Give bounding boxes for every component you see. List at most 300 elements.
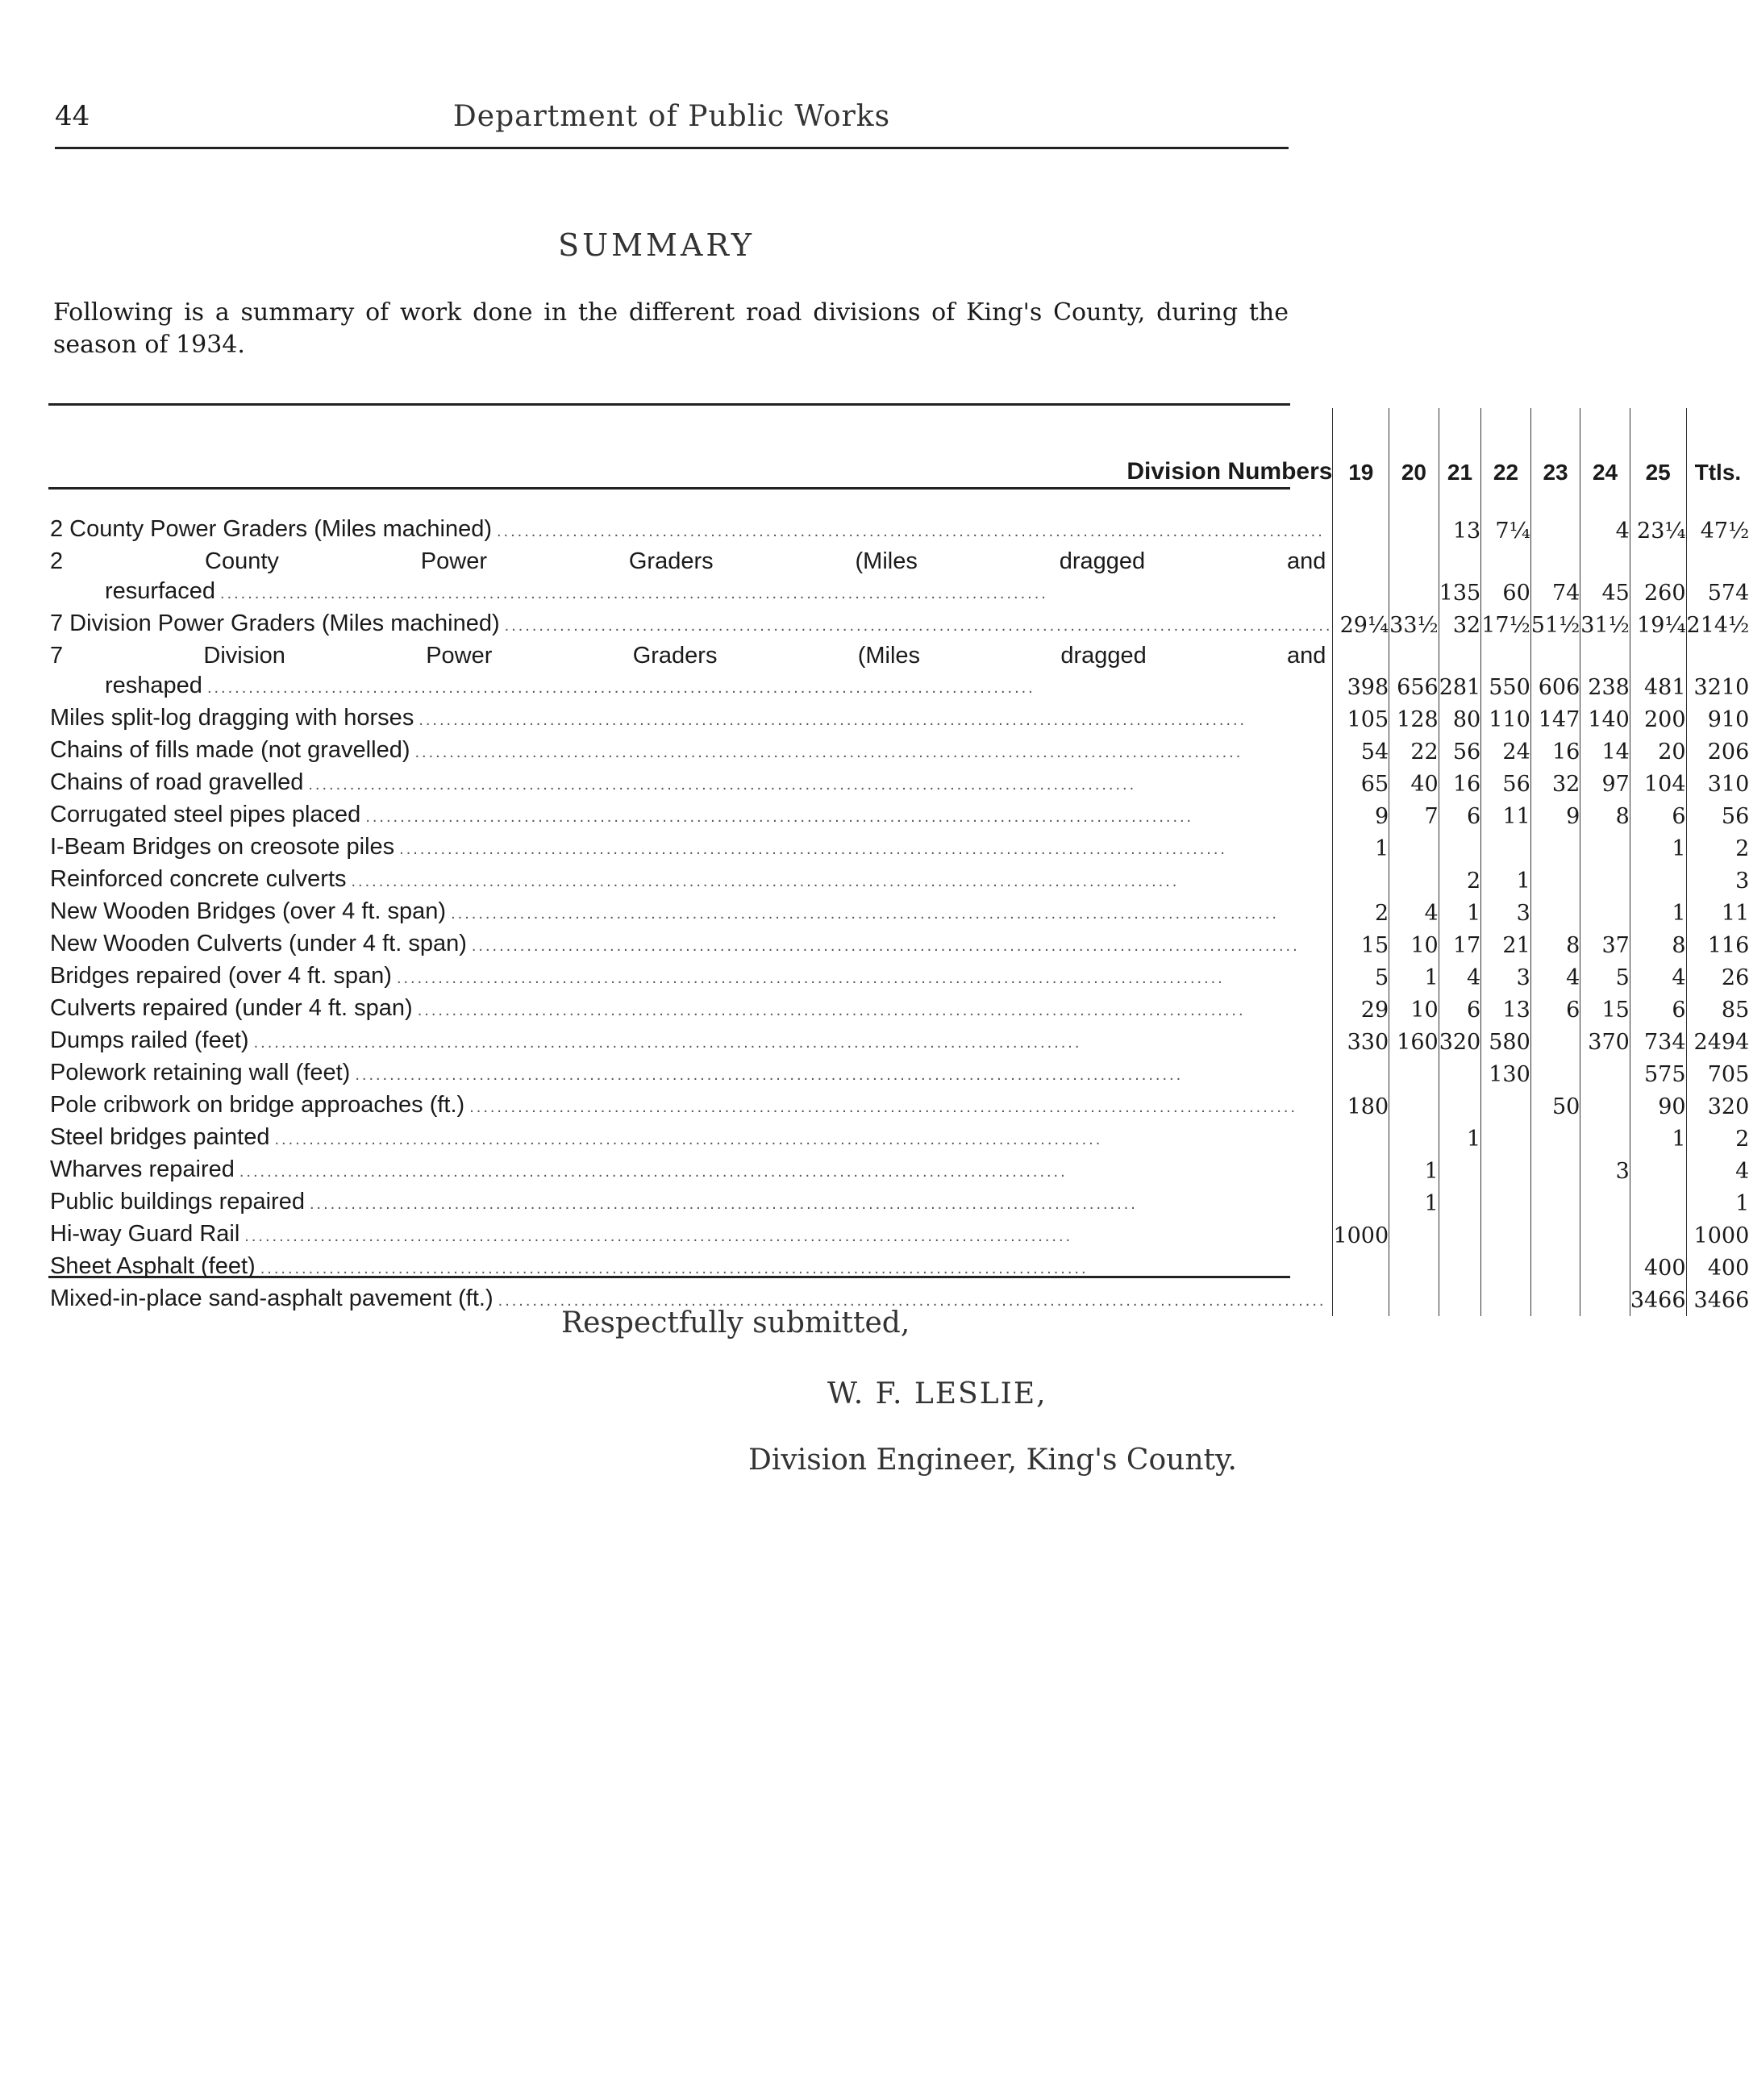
cell-value [1439,1284,1481,1316]
cell-value [1580,1219,1630,1252]
cell-value: 705 [1686,1058,1749,1090]
table-row [50,800,1749,832]
cell-value: 1 [1389,961,1439,994]
cell-value [1439,1187,1481,1219]
table-row [50,671,1749,703]
row-label [50,609,1333,641]
cell-value [1389,832,1439,865]
column-header: Ttls. [1686,408,1749,485]
cell-value: 180 [1333,1090,1389,1123]
dot-leader: ........................................................................................................................ [253,1034,1082,1052]
cell-value: 50 [1530,1090,1580,1123]
table-row [50,1219,1749,1252]
cell-value: 29¼ [1333,609,1389,641]
cell-value: 7¼ [1481,515,1531,547]
cell-value [1481,1219,1531,1252]
cell-value: 10 [1389,929,1439,961]
dot-leader: ........................................................................................................................ [239,1163,1068,1181]
cell-value: 6 [1439,994,1481,1026]
row-label-text: Mixed-in-place sand-asphalt pavement (ft.) [50,1285,493,1311]
row-label-text: Corrugated steel pipes placed [50,802,361,827]
cell-empty [1389,547,1439,577]
dot-leader: ........................................................................................................................ [309,1195,1138,1213]
cell-value: 4 [1686,1155,1749,1187]
cell-value: 1 [1389,1155,1439,1187]
cell-value [1333,515,1389,547]
row-label-text: New Wooden Bridges (over 4 ft. span) [50,898,447,924]
cell-value: 37 [1580,929,1630,961]
cell-value: 16 [1530,735,1580,768]
cell-value [1530,1252,1580,1284]
cell-value: 550 [1481,671,1531,703]
cell-empty [1580,641,1630,671]
cell-value [1333,865,1389,897]
cell-value: 6 [1630,994,1686,1026]
cell-value: 3 [1481,961,1531,994]
closing-submitted: Respectfully submitted, [561,1306,910,1340]
cell-value: 606 [1530,671,1580,703]
row-label [50,865,1333,897]
cell-value: 6 [1530,994,1580,1026]
cell-value: 2 [1439,865,1481,897]
row-label-text: Sheet Asphalt (feet) [50,1253,256,1279]
cell-value: 19¼ [1630,609,1686,641]
signature-position: Division Engineer, King's County. [748,1444,1237,1477]
cell-value [1389,1090,1439,1123]
cell-value: 1 [1481,865,1531,897]
row-label [50,994,1333,1026]
cell-value: 24 [1481,735,1531,768]
cell-value: 147 [1530,703,1580,735]
cell-value: 1 [1630,897,1686,929]
cell-value: 4 [1389,897,1439,929]
row-label [50,800,1333,832]
cell-value [1580,832,1630,865]
row-label-text: Chains of fills made (not gravelled) [50,737,410,763]
cell-value: 5 [1333,961,1389,994]
cell-value [1333,1284,1389,1316]
dot-leader: ........................................................................................................................ [220,585,1048,602]
cell-value: 14 [1580,735,1630,768]
cell-value: 734 [1630,1026,1686,1058]
cell-value [1333,1058,1389,1090]
dot-leader: ........................................................................................................................ [206,679,1035,697]
row-label-text: 7 Division Power Graders (Miles machined) [50,610,500,636]
row-label-text: Chains of road gravelled [50,769,304,795]
cell-value [1333,1187,1389,1219]
row-label [50,1026,1333,1058]
row-label: 2 County Power Graders (Miles dragged and [50,548,1326,574]
cell-value: 74 [1530,577,1580,609]
cell-value [1580,1090,1630,1123]
dot-leader: ........................................................................................................................ [414,744,1243,761]
cell-value [1481,1187,1531,1219]
cell-value: 400 [1630,1252,1686,1284]
cell-value [1333,1252,1389,1284]
dot-leader: ........................................................................................................................ [308,776,1137,794]
row-label [50,961,1333,994]
cell-value [1439,1058,1481,1090]
cell-value: 1 [1630,832,1686,865]
table-row [50,865,1749,897]
table-spacer-row [50,485,1749,515]
cell-value [1530,1058,1580,1090]
cell-value: 3 [1481,897,1531,929]
cell-value [1530,897,1580,929]
cell-value: 6 [1439,800,1481,832]
table-body [50,485,1749,1316]
cell-value: 4 [1580,515,1630,547]
cell-value [1439,1090,1481,1123]
cell-value: 398 [1333,671,1389,703]
cell-value: 17 [1439,929,1481,961]
row-label-text: Dumps railed (feet) [50,1027,249,1053]
cell-value [1389,1219,1439,1252]
dot-leader: ........................................................................................................................ [504,617,1333,635]
cell-value: 16 [1439,768,1481,800]
cell-value: 110 [1481,703,1531,735]
cell-value: 1000 [1333,1219,1389,1252]
cell-value [1439,1219,1481,1252]
table-row [50,961,1749,994]
table-row [50,832,1749,865]
table-row [50,1058,1749,1090]
cell-value: 8 [1530,929,1580,961]
cell-value [1389,577,1439,609]
cell-value [1481,832,1531,865]
table-row [50,1252,1749,1284]
cell-value: 910 [1686,703,1749,735]
cell-value: 6 [1630,800,1686,832]
page-number: 44 [55,100,90,132]
cell-value [1580,1058,1630,1090]
cell-value [1630,865,1686,897]
cell-value: 56 [1439,735,1481,768]
column-header: 19 [1333,408,1389,485]
row-label [50,1252,1333,1284]
cell-empty [1686,641,1749,671]
cell-empty [1333,547,1389,577]
cell-value: 7 [1389,800,1439,832]
cell-value: 1 [1630,1123,1686,1155]
table-row [50,1090,1749,1123]
cell-value: 260 [1630,577,1686,609]
cell-value: 1 [1439,1123,1481,1155]
dot-leader: ........................................................................................................................ [469,1098,1297,1116]
row-label-text: 2 County Power Graders (Miles machined) [50,516,492,542]
page-header [55,97,1289,149]
table-row [50,1123,1749,1155]
cell-value: 200 [1630,703,1686,735]
cell-value: 90 [1630,1090,1686,1123]
dot-leader: ........................................................................................................................ [365,808,1194,826]
cell-value: 160 [1389,1026,1439,1058]
column-header: 23 [1530,408,1580,485]
row-label-text: Polework retaining wall (feet) [50,1060,351,1085]
table-row [50,768,1749,800]
cell-value: 281 [1439,671,1481,703]
dot-leader: ........................................................................................................................ [498,1292,1326,1310]
cell-value: 15 [1580,994,1630,1026]
row-label-text: Miles split-log dragging with horses [50,705,414,731]
cell-value [1530,515,1580,547]
cell-value: 140 [1580,703,1630,735]
row-label [50,768,1333,800]
cell-value: 214½ [1686,609,1749,641]
cell-value [1580,1187,1630,1219]
cell-value: 23¼ [1630,515,1686,547]
cell-value: 10 [1389,994,1439,1026]
cell-value: 1000 [1686,1219,1749,1252]
cell-value: 2 [1333,897,1389,929]
dot-leader: ........................................................................................................................ [399,840,1227,858]
table-row [50,547,1749,577]
cell-value: 104 [1630,768,1686,800]
cell-value [1333,1123,1389,1155]
column-header: 24 [1580,408,1630,485]
cell-value: 21 [1481,929,1531,961]
cell-value [1481,1123,1531,1155]
row-label-text: reshaped [105,673,202,698]
cell-value: 22 [1389,735,1439,768]
cell-value: 320 [1686,1090,1749,1123]
cell-value: 105 [1333,703,1389,735]
cell-value: 481 [1630,671,1686,703]
row-label [50,1123,1333,1155]
row-label-continued [50,577,1333,609]
cell-value: 54 [1333,735,1389,768]
row-label [50,1219,1333,1252]
row-label [50,832,1333,865]
row-label [50,1187,1333,1219]
cell-value: 130 [1481,1058,1531,1090]
cell-value [1530,1284,1580,1316]
row-label-text: Wharves repaired [50,1156,235,1182]
cell-value: 656 [1389,671,1439,703]
cell-value [1389,1284,1439,1316]
cell-value [1481,1252,1531,1284]
division-numbers-header: Division Numbers [1126,458,1333,485]
cell-value: 310 [1686,768,1749,800]
table-row [50,897,1749,929]
row-label [50,1090,1333,1123]
cell-value: 40 [1389,768,1439,800]
cell-value: 370 [1580,1026,1630,1058]
table-row [50,577,1749,609]
column-header: 21 [1439,408,1481,485]
cell-value [1389,1123,1439,1155]
cell-value: 47½ [1686,515,1749,547]
cell-value [1530,832,1580,865]
cell-empty [1439,547,1481,577]
row-label-continued [50,671,1333,703]
cell-value: 4 [1530,961,1580,994]
column-header: 22 [1481,408,1531,485]
cell-value: 13 [1481,994,1531,1026]
cell-value: 32 [1530,768,1580,800]
cell-value: 80 [1439,703,1481,735]
cell-value [1530,1155,1580,1187]
cell-value: 128 [1389,703,1439,735]
cell-empty [1630,641,1686,671]
cell-value: 330 [1333,1026,1389,1058]
cell-value: 1 [1686,1187,1749,1219]
cell-value [1630,1219,1686,1252]
dot-leader: ........................................................................................................................ [451,905,1279,923]
row-label-text: Culverts repaired (under 4 ft. span) [50,995,413,1021]
cell-value: 4 [1439,961,1481,994]
dot-leader: ........................................................................................................................ [274,1131,1103,1148]
row-label-text: New Wooden Culverts (under 4 ft. span) [50,931,467,956]
running-title: Department of Public Works [452,100,891,133]
cell-value: 56 [1481,768,1531,800]
cell-value: 2 [1686,832,1749,865]
cell-value: 65 [1333,768,1389,800]
cell-value [1389,515,1439,547]
cell-value: 20 [1630,735,1686,768]
cell-value: 1 [1389,1187,1439,1219]
cell-value: 29 [1333,994,1389,1026]
cell-value [1580,1252,1630,1284]
cell-value [1389,865,1439,897]
cell-value [1530,1026,1580,1058]
cell-empty [1439,641,1481,671]
cell-value: 11 [1686,897,1749,929]
row-label [50,897,1333,929]
cell-value [1530,865,1580,897]
cell-value [1530,1219,1580,1252]
column-header: 20 [1389,408,1439,485]
row-label [50,515,1333,547]
cell-value [1333,1155,1389,1187]
cell-value: 116 [1686,929,1749,961]
cell-value: 135 [1439,577,1481,609]
row-label-text: Bridges repaired (over 4 ft. span) [50,963,392,989]
cell-empty [1630,547,1686,577]
signature: W. F. LESLIE, [827,1377,1047,1410]
cell-value: 32 [1439,609,1481,641]
cell-empty [1530,547,1580,577]
dot-leader: ........................................................................................................................ [417,1002,1246,1019]
row-label-text: Pole cribwork on bridge approaches (ft.) [50,1092,465,1118]
summary-table [50,408,1749,1316]
cell-value: 11 [1481,800,1531,832]
table-row [50,735,1749,768]
cell-empty [1530,641,1580,671]
table-top-rule [48,403,1290,406]
row-label-text: Public buildings repaired [50,1189,305,1215]
cell-value: 56 [1686,800,1749,832]
cell-value: 17½ [1481,609,1531,641]
cell-empty [1580,547,1630,577]
intro-paragraph: Following is a summary of work done in the different road divisions of King's County, during the season of 1934. [53,298,1289,359]
dot-leader: ........................................................................................................................ [496,523,1325,540]
cell-value: 85 [1686,994,1749,1026]
cell-value: 31½ [1580,609,1630,641]
dot-leader: ........................................................................................................................ [471,937,1300,955]
dot-leader: ........................................................................................................................ [396,969,1225,987]
table-row [50,1187,1749,1219]
table-row [50,1155,1749,1187]
cell-value [1530,1123,1580,1155]
table-row [50,609,1749,641]
cell-value: 575 [1630,1058,1686,1090]
table-row [50,1026,1749,1058]
cell-value: 60 [1481,577,1531,609]
cell-value: 3466 [1630,1284,1686,1316]
cell-value: 580 [1481,1026,1531,1058]
table-header-row [50,408,1749,485]
cell-value [1530,1187,1580,1219]
cell-empty [1481,547,1531,577]
cell-value [1481,1155,1531,1187]
cell-value: 2 [1686,1123,1749,1155]
dot-leader: ........................................................................................................................ [419,711,1247,729]
cell-value: 3210 [1686,671,1749,703]
cell-value: 97 [1580,768,1630,800]
cell-value [1630,1155,1686,1187]
cell-value: 574 [1686,577,1749,609]
cell-value [1439,1252,1481,1284]
table-row [50,641,1749,671]
row-label [50,703,1333,735]
cell-value: 15 [1333,929,1389,961]
row-label-text: I-Beam Bridges on creosote piles [50,834,395,860]
row-label-text: Hi-way Guard Rail [50,1221,240,1247]
cell-value: 5 [1580,961,1630,994]
cell-value: 320 [1439,1026,1481,1058]
table-row [50,515,1749,547]
cell-value [1580,1284,1630,1316]
cell-value [1439,1155,1481,1187]
cell-value: 8 [1630,929,1686,961]
dot-leader: ........................................................................................................................ [351,873,1180,890]
cell-value [1481,1284,1531,1316]
cell-value: 206 [1686,735,1749,768]
cell-value: 45 [1580,577,1630,609]
row-label-text: resurfaced [105,578,216,604]
cell-value: 1 [1333,832,1389,865]
cell-value [1389,1058,1439,1090]
row-label [50,735,1333,768]
row-label-text: Steel bridges painted [50,1124,270,1150]
cell-value: 3466 [1686,1284,1749,1316]
cell-empty [1333,641,1389,671]
row-label [50,1155,1333,1187]
cell-value: 13 [1439,515,1481,547]
row-label: 7 Division Power Graders (Miles dragged and [50,643,1326,669]
cell-value: 238 [1580,671,1630,703]
cell-value: 26 [1686,961,1749,994]
dot-leader: ........................................................................................................................ [260,1260,1089,1277]
cell-value: 4 [1630,961,1686,994]
cell-value: 3 [1580,1155,1630,1187]
cell-value: 400 [1686,1252,1749,1284]
row-label [50,1058,1333,1090]
cell-value: 1 [1439,897,1481,929]
cell-value [1630,1187,1686,1219]
column-header: 25 [1630,408,1686,485]
summary-title: SUMMARY [558,227,755,263]
cell-empty [1389,641,1439,671]
cell-value: 9 [1530,800,1580,832]
cell-empty [1481,641,1531,671]
table-row [50,994,1749,1026]
cell-value: 9 [1333,800,1389,832]
cell-value [1580,897,1630,929]
table-row [50,703,1749,735]
row-label [50,929,1333,961]
